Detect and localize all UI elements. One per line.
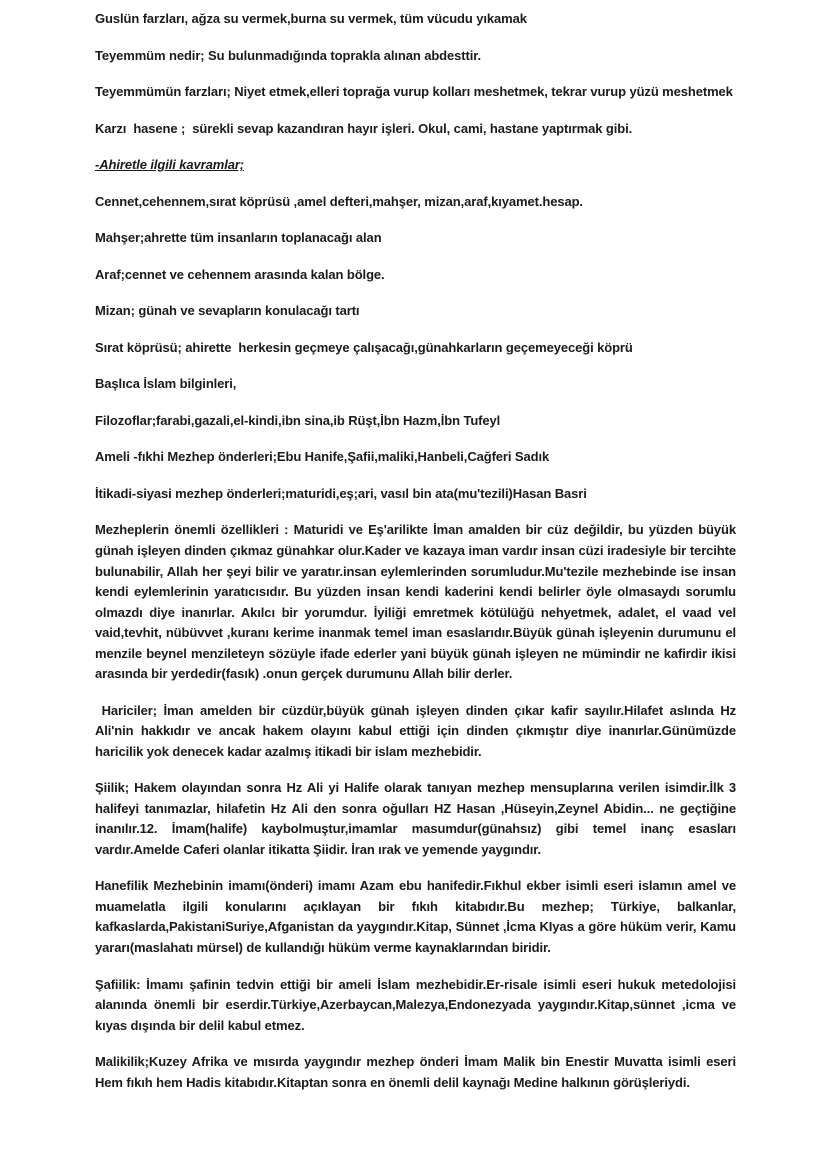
section-heading: -Ahiretle ilgili kavramlar; xyxy=(95,157,245,173)
paragraph: Cennet,cehennem,sırat köprüsü ,amel defteri,mahşer, mizan,araf,kıyamet.hesap. xyxy=(95,193,583,209)
paragraph: Filozoflar;farabi,gazali,el-kindi,ibn sina,ib Rüşt,İbn Hazm,İbn Tufeyl xyxy=(95,412,501,428)
paragraph: Malikilik;Kuzey Afrika ve mısırda yaygındır mezhep önderi İmam Malik bin Enestir Muvatta isimli eseri Hem fıkıh hem Hadis kitabıdır.Kitaptan sonra en önemli delil kaynağı Medine halkının görüşleriydi. xyxy=(95,1054,740,1090)
paragraph: Sırat köprüsü; ahirette herkesin geçmeye çalışacağı,günahkarların geçemeyeceği köprü xyxy=(95,339,633,355)
paragraph: Araf;cennet ve cehennem arasında kalan bölge. xyxy=(95,266,385,282)
paragraph: Mezheplerin önemli özellikleri : Maturidi ve Eş'arilikte İman amalden bir cüz değildir, bu yüzden büyük günah işleyen dinden çıkmaz günahkar olur.Kader ve kazaya iman vardır insan cüzi iradesiyle bir tercihte bulunabilir, Allah her şeyi bilir ve yaratır.insan eylemlerinden sorumludur.Mu'tezile mezhebinde ise insan kendi eylemlerinin yaratıcısıdır. Bu yüzden insan kendi kaderini kendi belirler öyle olmasaydı sorumlu olmazdı diye inanırlar. Akılcı bir yorumdur. İyiliği emretmek kötülüğü nehyetmek, adalet, el vaad vel vaid,tevhit, nübüvvet ,kuranı kerime inanmak temel iman esaslarıdır.Büyük günah işleyenin durumunu el menzile beynel menzileteyn sözüyle ifade ederler yani büyük günah işleyen ne mümindir ne kafirdir ikisi arasında bir yerdedir(fasık) .onun gerçek durumunu Allah bilir derler. xyxy=(95,522,740,682)
paragraph: Guslün farzları, ağza su vermek,burna su vermek, tüm vücudu yıkamak xyxy=(95,11,527,26)
paragraph: İtikadi-siyasi mezhep önderleri;maturidi,eş;ari, vasıl bin ata(mu'tezili)Hasan Basri xyxy=(95,485,587,501)
paragraph: Hariciler; İman amelden bir cüzdür,büyük günah işleyen dinden çıkar kafir sayılır.Hilafet aslında Hz Ali'nin hakkıdır ve ancak hakem olayını kabul ettiği için dinden çıkmıştır diye inanırlar.Günümüzde haricilik yok denecek kadar azalmış itikadi bir islam mezhebidir. xyxy=(95,702,740,759)
paragraph: Şiilik; Hakem olayından sonra Hz Ali yi Halife olarak tanıyan mezhep mensuplarına verilen isimdir.İlk 3 halifeyi tanımazlar, hilafetin Hz Ali den sonra oğulları HZ Hasan ,Hüseyin,Zeynel Abidin... ne geçtiğine inanılır.12. İmam(halife) kaybolmuştur,imamlar masumdur(günahsız) gibi temel inanç esasları vardır.Amelde Caferi olanlar itikatta Şiidir. İran ırak ve yemende yaygındır. xyxy=(95,780,740,857)
paragraph: Mahşer;ahrette tüm insanların toplanacağı alan xyxy=(95,230,382,246)
paragraph: Teyemmüm nedir; Su bulunmadığında toprakla alınan abdesttir. xyxy=(95,47,481,63)
paragraph: Karzı hasene ; sürekli sevap kazandıran hayır işleri. Okul, cami, hastane yaptırmak gibi. xyxy=(95,120,633,136)
paragraph: Başlıca İslam bilginleri, xyxy=(95,376,237,392)
paragraph: Hanefilik Mezhebinin imamı(önderi) imamı Azam ebu hanifedir.Fıkhul ekber isimli eseri islamın amel ve muamelatla ilgili konularını açıklayan bir fıkıh kitabıdır.Bu mezhep; Türkiye, balkanlar, kafkaslarda,PakistaniSuriye,Afganistan da yaygındır.Kitap, Sünnet ,İcma KIyas a göre hüküm verir, Kamu yararı(maslahatı mürsel) de kullandığı hüküm verme kaynaklarından biridir. xyxy=(95,878,740,955)
paragraph: Şafiilik: İmamı şafinin tedvin ettiği bir ameli İslam mezhebidir.Er-risale isimli eseri hukuk metedolojisi alanında önemli bir eserdir.Türkiye,Azerbaycan,Malezya,Endonezyada yaygındır.Kitap,sünnet ,icma ve kıyas dışında bir delil kabul etmez. xyxy=(95,976,740,1033)
paragraph: Ameli -fıkhi Mezhep önderleri;Ebu Hanife,Şafii,maliki,Hanbeli,Cağferi Sadık xyxy=(95,449,550,465)
paragraph: Mizan; günah ve sevapların konulacağı tartı xyxy=(95,303,360,319)
paragraph: Teyemmümün farzları; Niyet etmek,elleri toprağa vurup kolları meshetmek, tekrar vurup yüzü meshetmek xyxy=(95,84,733,100)
